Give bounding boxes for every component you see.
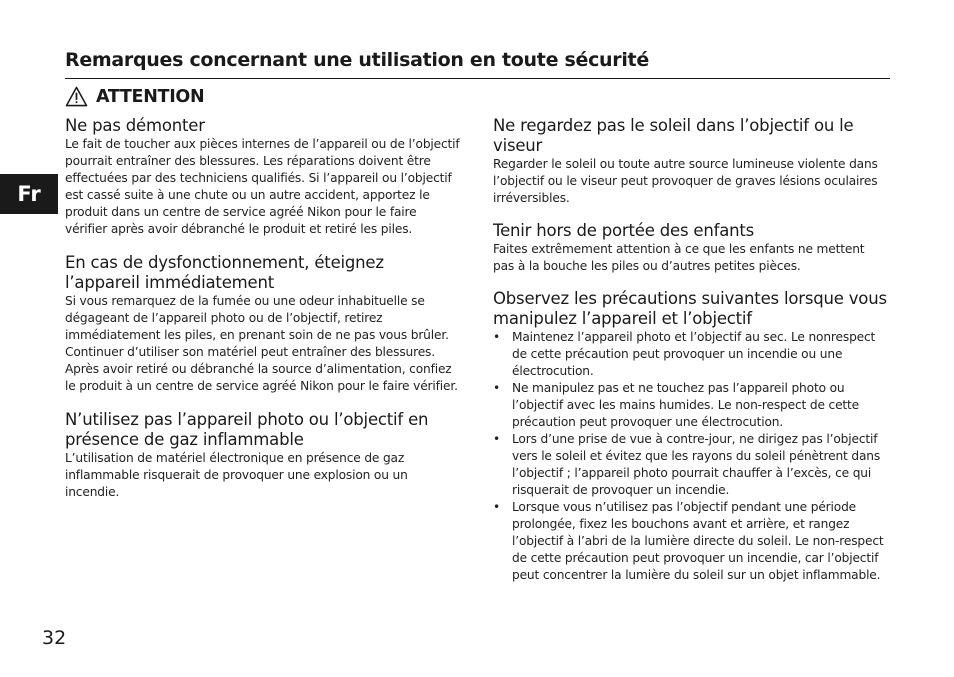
- section-precautions: [493, 289, 888, 584]
- section-heading: Ne regardez pas le soleil dans l’objectif ou le viseur: [493, 116, 854, 155]
- section-text: Le fait de toucher aux pièces internes de l’appareil ou de l’objectif pourrait entraîner des blessures. Les réparations doivent être effectuées par des techniciens qualifiés. Si l’appareil ou l’objectif est cassé suite à une chute ou un autre accident, apportez le produit dans un centre de service agréé Nikon pour le faire vérifier après avoir débranché le produit et retiré les piles.: [65, 137, 460, 236]
- left-column: [65, 116, 460, 501]
- list-item-text: Maintenez l’appareil photo et l’objectif au sec. Le nonrespect de cette précaution peut provoquer un incendie ou une électrocution.: [512, 330, 876, 378]
- bullet-mark: •: [493, 330, 501, 344]
- section-dysfonctionnement: [65, 253, 460, 395]
- precautions-list: [493, 329, 888, 584]
- list-item-text: Lors d’une prise de vue à contre-jour, ne dirigez pas l’objectif vers le soleil et évitez que les rayons du soleil pénètrent dans l’objectif ; l’appareil photo pourrait chauffer à l’excès, ce qui risquerait de provoquer un incendie.: [512, 432, 881, 497]
- section-gaz-inflammable: [65, 410, 460, 501]
- section-heading: Observez les précautions suivantes lorsque vous manipulez l’appareil et l’objectif: [493, 289, 887, 328]
- right-column: [493, 116, 888, 584]
- page-title: Remarques concernant une utilisation en toute sécurité: [65, 49, 649, 71]
- section-text: Si vous remarquez de la fumée ou une odeur inhabituelle se dégageant de l’appareil photo ou de l’objectif, retirez immédiatement les piles, en prenant soin de ne pas vous brûler. Continuer d’utiliser son matériel peut entraîner des blessures.: [65, 294, 449, 359]
- section-heading: Ne pas démonter: [65, 116, 205, 135]
- list-item: [493, 499, 888, 584]
- attention-heading: [65, 86, 204, 107]
- section-soleil-objectif: [493, 116, 888, 207]
- page-number: 32: [42, 627, 67, 649]
- attention-label: ATTENTION: [96, 86, 205, 107]
- section-ne-pas-demonter: [65, 116, 460, 238]
- list-item-text: Lorsque vous n’utilisez pas l’objectif pendant une période prolongée, fixez les bouchons avant et arrière, et rangez l’objectif à l’abri de la lumière directe du soleil. Le non-respect de cette précaution peut provoquer un incendie, car l’objectif peut concentrer la lumière du soleil sur un objet inflammable.: [512, 500, 884, 582]
- list-item: [493, 380, 888, 431]
- section-text: L’utilisation de matériel électronique en présence de gaz inflammable risquerait de provoquer une explosion ou un incendie.: [65, 451, 408, 499]
- section-heading: En cas de dysfonctionnement, éteignez l’appareil immédiatement: [65, 253, 384, 292]
- list-item: [493, 329, 888, 380]
- language-tab: [0, 174, 58, 214]
- list-item: [493, 431, 888, 499]
- section-text: Après avoir retiré ou débranché la source d’alimentation, confiez le produit à un centre de service agréé Nikon pour le faire vérifier.: [65, 362, 458, 393]
- section-heading: Tenir hors de portée des enfants: [493, 221, 755, 240]
- language-tab-label: Fr: [17, 182, 41, 206]
- list-item-text: Ne manipulez pas et ne touchez pas l’appareil photo ou l’objectif avec les mains humides. Le non-respect de cette précaution peut provoquer une électrocution.: [512, 381, 860, 429]
- bullet-mark: •: [493, 432, 501, 446]
- bullet-mark: •: [493, 381, 501, 395]
- bullet-mark: •: [493, 500, 501, 514]
- title-divider: [65, 78, 890, 79]
- section-enfants: [493, 221, 888, 275]
- section-text: Faites extrêmement attention à ce que les enfants ne mettent pas à la bouche les piles ou d’autres petites pièces.: [493, 242, 865, 273]
- section-text: Regarder le soleil ou toute autre source lumineuse violente dans l’objectif ou le viseur peut provoquer de graves lésions oculaires irréversibles.: [493, 157, 878, 205]
- warning-triangle-icon: [65, 86, 88, 107]
- section-heading: N’utilisez pas l’appareil photo ou l’objectif en présence de gaz inflammable: [65, 410, 429, 449]
